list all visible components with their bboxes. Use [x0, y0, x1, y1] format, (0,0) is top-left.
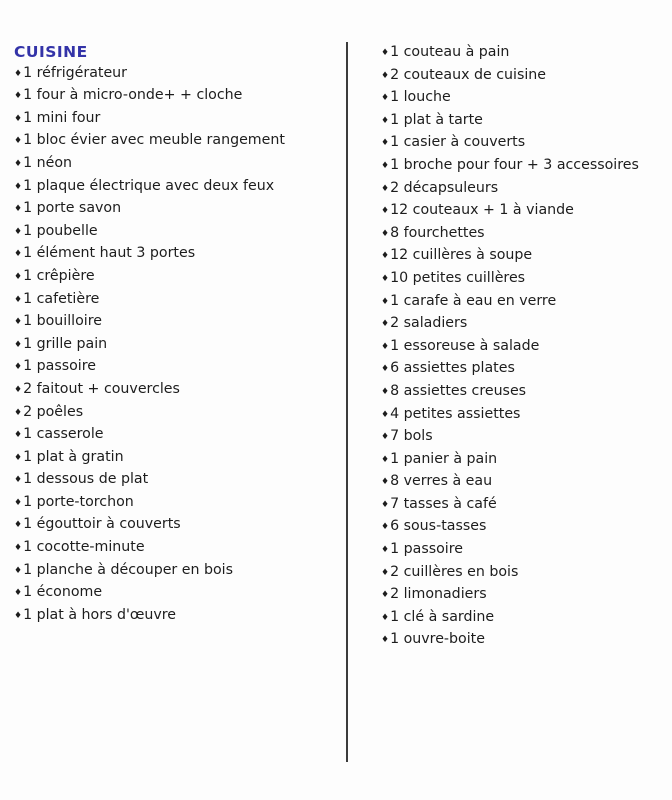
diamond-bullet-icon: ♦	[381, 409, 390, 420]
diamond-bullet-icon: ♦	[381, 590, 390, 601]
item-label: 12 cuillères à soupe	[390, 247, 533, 264]
item-label: 1 casserole	[23, 426, 104, 443]
diamond-bullet-icon: ♦	[14, 204, 23, 215]
list-item	[14, 469, 340, 492]
list-item	[381, 471, 661, 494]
diamond-bullet-icon: ♦	[381, 567, 390, 578]
item-label: 1 essoreuse à salade	[390, 337, 540, 354]
item-label: 6 assiettes plates	[390, 360, 515, 377]
list-item	[381, 426, 661, 449]
page-title: CUISINE	[14, 43, 88, 61]
diamond-bullet-icon: ♦	[14, 588, 23, 599]
diamond-bullet-icon: ♦	[14, 362, 23, 373]
item-label: 1 clé à sardine	[390, 608, 495, 625]
diamond-bullet-icon: ♦	[14, 158, 23, 169]
list-item	[14, 492, 340, 515]
item-label: 1 panier à pain	[390, 450, 498, 467]
list-item	[381, 449, 661, 472]
item-label: 1 réfrigérateur	[23, 64, 128, 81]
list-item	[14, 447, 340, 470]
list-item	[14, 266, 340, 289]
diamond-bullet-icon: ♦	[14, 475, 23, 486]
item-label: 8 fourchettes	[390, 224, 485, 241]
diamond-bullet-icon: ♦	[14, 136, 23, 147]
list-item	[14, 108, 340, 131]
diamond-bullet-icon: ♦	[14, 543, 23, 554]
item-label: 2 faitout + couvercles	[23, 380, 180, 397]
diamond-bullet-icon: ♦	[381, 477, 390, 488]
diamond-bullet-icon: ♦	[381, 364, 390, 375]
item-label: 8 assiettes creuses	[390, 382, 527, 399]
diamond-bullet-icon: ♦	[381, 319, 390, 330]
item-label: 1 broche pour four + 3 accessoires	[390, 156, 639, 173]
list-item	[381, 584, 661, 607]
list-item	[14, 424, 340, 447]
item-label: 1 passoire	[23, 358, 96, 375]
list-item	[14, 221, 340, 244]
diamond-bullet-icon: ♦	[381, 183, 390, 194]
diamond-bullet-icon: ♦	[381, 138, 390, 149]
item-label: 1 égouttoir à couverts	[23, 516, 181, 533]
diamond-bullet-icon: ♦	[381, 296, 390, 307]
diamond-bullet-icon: ♦	[14, 68, 23, 79]
item-label: 2 décapsuleurs	[390, 179, 499, 196]
diamond-bullet-icon: ♦	[381, 612, 390, 623]
item-label: 10 petites cuillères	[390, 269, 526, 286]
list-item	[14, 198, 340, 221]
item-label: 2 couteaux de cuisine	[390, 66, 547, 83]
item-label: 1 ouvre-boite	[390, 631, 485, 648]
diamond-bullet-icon: ♦	[381, 341, 390, 352]
list-item	[14, 153, 340, 176]
diamond-bullet-icon: ♦	[14, 339, 23, 350]
diamond-bullet-icon: ♦	[381, 70, 390, 81]
list-item	[14, 85, 340, 108]
list-item	[381, 381, 661, 404]
list-item	[381, 494, 661, 517]
item-label: 1 louche	[390, 89, 451, 106]
item-label: 1 passoire	[390, 541, 463, 558]
list-item	[14, 130, 340, 153]
list-item	[381, 539, 661, 562]
diamond-bullet-icon: ♦	[14, 271, 23, 282]
list-item	[381, 245, 661, 268]
right-column	[381, 42, 661, 652]
list-item	[14, 560, 340, 583]
item-label: 1 grille pain	[23, 335, 108, 352]
list-item	[14, 582, 340, 605]
item-label: 1 cafetière	[23, 290, 100, 307]
list-item	[14, 243, 340, 266]
left-column	[14, 42, 340, 627]
diamond-bullet-icon: ♦	[381, 273, 390, 284]
item-label: 2 cuillères en bois	[390, 563, 519, 580]
list-item	[381, 268, 661, 291]
list-item	[381, 110, 661, 133]
list-item	[14, 379, 340, 402]
diamond-bullet-icon: ♦	[381, 386, 390, 397]
item-label: 1 poubelle	[23, 222, 98, 239]
item-label: 1 plat à tarte	[390, 111, 483, 128]
list-item	[14, 311, 340, 334]
item-label: 1 porte-torchon	[23, 493, 134, 510]
list-item	[381, 155, 661, 178]
diamond-bullet-icon: ♦	[381, 432, 390, 443]
diamond-bullet-icon: ♦	[14, 384, 23, 395]
diamond-bullet-icon: ♦	[381, 228, 390, 239]
item-label: 1 plat à hors d'œuvre	[23, 606, 176, 623]
item-label: 8 verres à eau	[390, 473, 493, 490]
diamond-bullet-icon: ♦	[14, 452, 23, 463]
list-item	[381, 65, 661, 88]
list-item	[381, 516, 661, 539]
item-label: 1 économe	[23, 584, 103, 601]
diamond-bullet-icon: ♦	[381, 251, 390, 262]
diamond-bullet-icon: ♦	[381, 48, 390, 58]
item-label: 12 couteaux + 1 à viande	[390, 202, 574, 219]
list-item	[14, 63, 340, 86]
list-item	[381, 132, 661, 155]
item-label: 7 tasses à café	[390, 495, 497, 512]
list-item	[381, 313, 661, 336]
list-item	[381, 607, 661, 630]
item-label: 1 plat à gratin	[23, 448, 124, 465]
item-label: 1 plaque électrique avec deux feux	[23, 177, 275, 194]
diamond-bullet-icon: ♦	[381, 522, 390, 533]
diamond-bullet-icon: ♦	[381, 454, 390, 465]
diamond-bullet-icon: ♦	[381, 93, 390, 104]
item-label: 1 dessous de plat	[23, 471, 149, 488]
item-label: 4 petites assiettes	[390, 405, 521, 422]
list-item	[14, 176, 340, 199]
list-item	[381, 404, 661, 427]
list-item	[14, 289, 340, 312]
item-label: 1 cocotte-minute	[23, 539, 145, 556]
diamond-bullet-icon: ♦	[14, 497, 23, 508]
diamond-bullet-icon: ♦	[14, 520, 23, 531]
right-item-list	[381, 42, 661, 652]
item-label: 1 élément haut 3 portes	[23, 245, 196, 262]
item-label: 1 crêpière	[23, 267, 95, 284]
list-item	[381, 87, 661, 110]
item-label: 1 four à micro-onde+ + cloche	[23, 87, 243, 104]
list-item	[381, 200, 661, 223]
list-item	[381, 42, 661, 65]
item-label: 2 saladiers	[390, 315, 468, 332]
item-label: 1 carafe à eau en verre	[390, 292, 557, 309]
list-item	[14, 356, 340, 379]
diamond-bullet-icon: ♦	[381, 206, 390, 217]
diamond-bullet-icon: ♦	[14, 294, 23, 305]
item-label: 1 bloc évier avec meuble rangement	[23, 132, 285, 149]
diamond-bullet-icon: ♦	[14, 226, 23, 237]
item-label: 1 bouilloire	[23, 313, 102, 330]
list-item	[381, 629, 661, 652]
list-item	[381, 291, 661, 314]
diamond-bullet-icon: ♦	[381, 115, 390, 126]
diamond-bullet-icon: ♦	[14, 249, 23, 260]
left-item-list	[14, 63, 340, 628]
item-label: 1 porte savon	[23, 200, 122, 217]
list-item	[14, 402, 340, 425]
diamond-bullet-icon: ♦	[14, 317, 23, 328]
item-label: 7 bols	[390, 428, 433, 445]
diamond-bullet-icon: ♦	[381, 545, 390, 556]
diamond-bullet-icon: ♦	[381, 635, 390, 646]
list-item	[14, 514, 340, 537]
item-label: 2 limonadiers	[390, 586, 487, 603]
item-label: 1 casier à couverts	[390, 134, 526, 151]
diamond-bullet-icon: ♦	[14, 113, 23, 124]
diamond-bullet-icon: ♦	[381, 160, 390, 171]
list-item	[14, 537, 340, 560]
diamond-bullet-icon: ♦	[381, 499, 390, 510]
diamond-bullet-icon: ♦	[14, 430, 23, 441]
item-label: 2 poêles	[23, 403, 84, 420]
list-item	[14, 605, 340, 628]
item-label: 1 mini four	[23, 109, 101, 126]
item-label: 1 néon	[23, 154, 73, 171]
item-label: 1 couteau à pain	[390, 44, 510, 60]
list-item	[381, 358, 661, 381]
diamond-bullet-icon: ♦	[14, 610, 23, 621]
list-item	[14, 334, 340, 357]
column-divider-line	[346, 42, 348, 762]
list-item	[381, 336, 661, 359]
diamond-bullet-icon: ♦	[14, 181, 23, 192]
diamond-bullet-icon: ♦	[14, 91, 23, 102]
list-item	[381, 562, 661, 585]
diamond-bullet-icon: ♦	[14, 407, 23, 418]
list-item	[381, 178, 661, 201]
list-item	[381, 223, 661, 246]
item-label: 6 sous-tasses	[390, 518, 487, 535]
diamond-bullet-icon: ♦	[14, 565, 23, 576]
item-label: 1 planche à découper en bois	[23, 561, 234, 578]
